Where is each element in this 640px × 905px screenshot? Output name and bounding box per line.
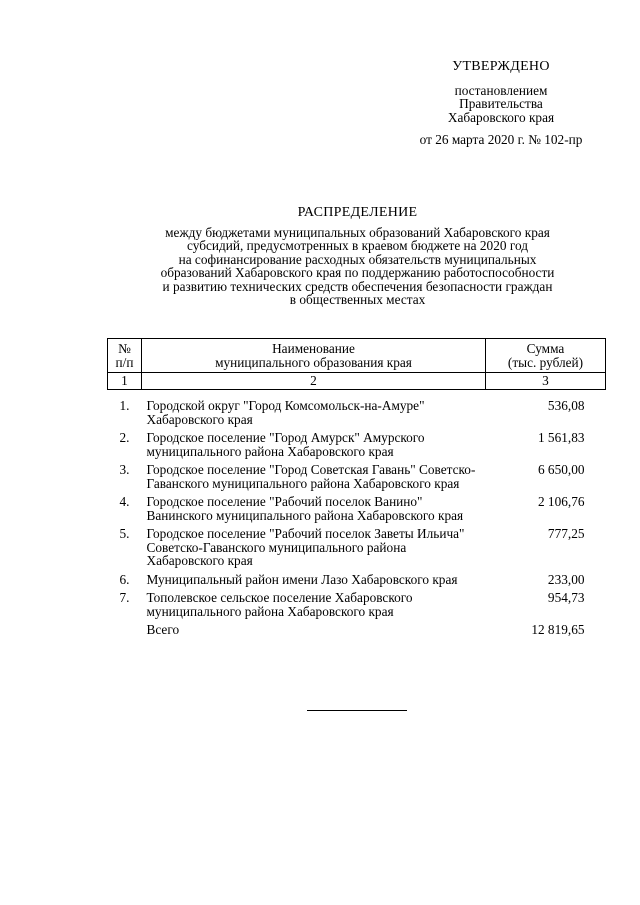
document-title: РАСПРЕДЕЛЕНИЕ xyxy=(297,205,418,220)
closing-rule xyxy=(307,710,407,711)
table-row: 7. Тополевское сельское поселение Хабаровского муниципального района Хабаровского края 954,73 xyxy=(119,590,585,619)
approval-line: Правительства xyxy=(459,96,543,111)
column-number: 2 xyxy=(142,373,486,390)
table-total-row xyxy=(108,623,606,642)
approval-stamp xyxy=(396,60,606,147)
table-row: 6. Муниципальный район имени Лазо Хабаровского края 233,00 xyxy=(119,571,585,587)
heading-line: образований Хабаровского края по поддержанию работоспособности xyxy=(160,265,555,280)
heading-line: на софинансирование расходных обязательств муниципальных xyxy=(178,251,537,267)
header-sum: Сумма (тыс. рублей) xyxy=(486,339,606,373)
heading-line: между бюджетами муниципальных образований Хабаровского края xyxy=(165,224,550,240)
approval-line: Хабаровского края xyxy=(447,109,555,125)
table-row: 5. Городское поселение "Рабочий поселок Заветы Ильича" Советско-Гаванского муниципального района Хабаровского края 777,25 xyxy=(119,526,585,568)
approval-date: от 26 марта 2020 г. № 102-пр xyxy=(419,132,583,147)
table-row: 1. Городской округ "Город Комсомольск-на-Амуре" Хабаровского края 536,08 xyxy=(119,398,585,427)
table-row: 2. Городское поселение "Город Амурск" Амурского муниципального района Хабаровского края 1 561,83 xyxy=(119,430,585,459)
heading-line: в общественных местах xyxy=(289,292,426,307)
document-heading xyxy=(110,206,605,307)
heading-line: субсидий, предусмотренных в краевом бюджете на 2020 год xyxy=(187,238,528,253)
header-name: Наименование муниципального образования края xyxy=(142,339,486,373)
heading-line: и развитию технических средств обеспечения безопасности граждан xyxy=(162,278,553,294)
header-num: № п/п xyxy=(108,339,142,373)
table-row: 4. Городское поселение "Рабочий поселок Ванино" Ванинского муниципального района Хабаровского края 2 106,76 xyxy=(119,494,585,523)
column-number: 3 xyxy=(486,373,606,390)
approval-line: постановлением xyxy=(454,82,548,98)
distribution-table xyxy=(107,338,606,642)
table-row: 3. Городское поселение "Город Советская Гавань" Советско-Гаванского муниципального района Хабаровского края 6 650,00 xyxy=(119,462,585,491)
total-sum: 12 819,65 xyxy=(531,622,585,637)
column-number: 1 xyxy=(108,373,142,390)
total-label: Всего xyxy=(146,622,180,637)
approval-title: УТВЕРЖДЕНО xyxy=(452,59,550,74)
